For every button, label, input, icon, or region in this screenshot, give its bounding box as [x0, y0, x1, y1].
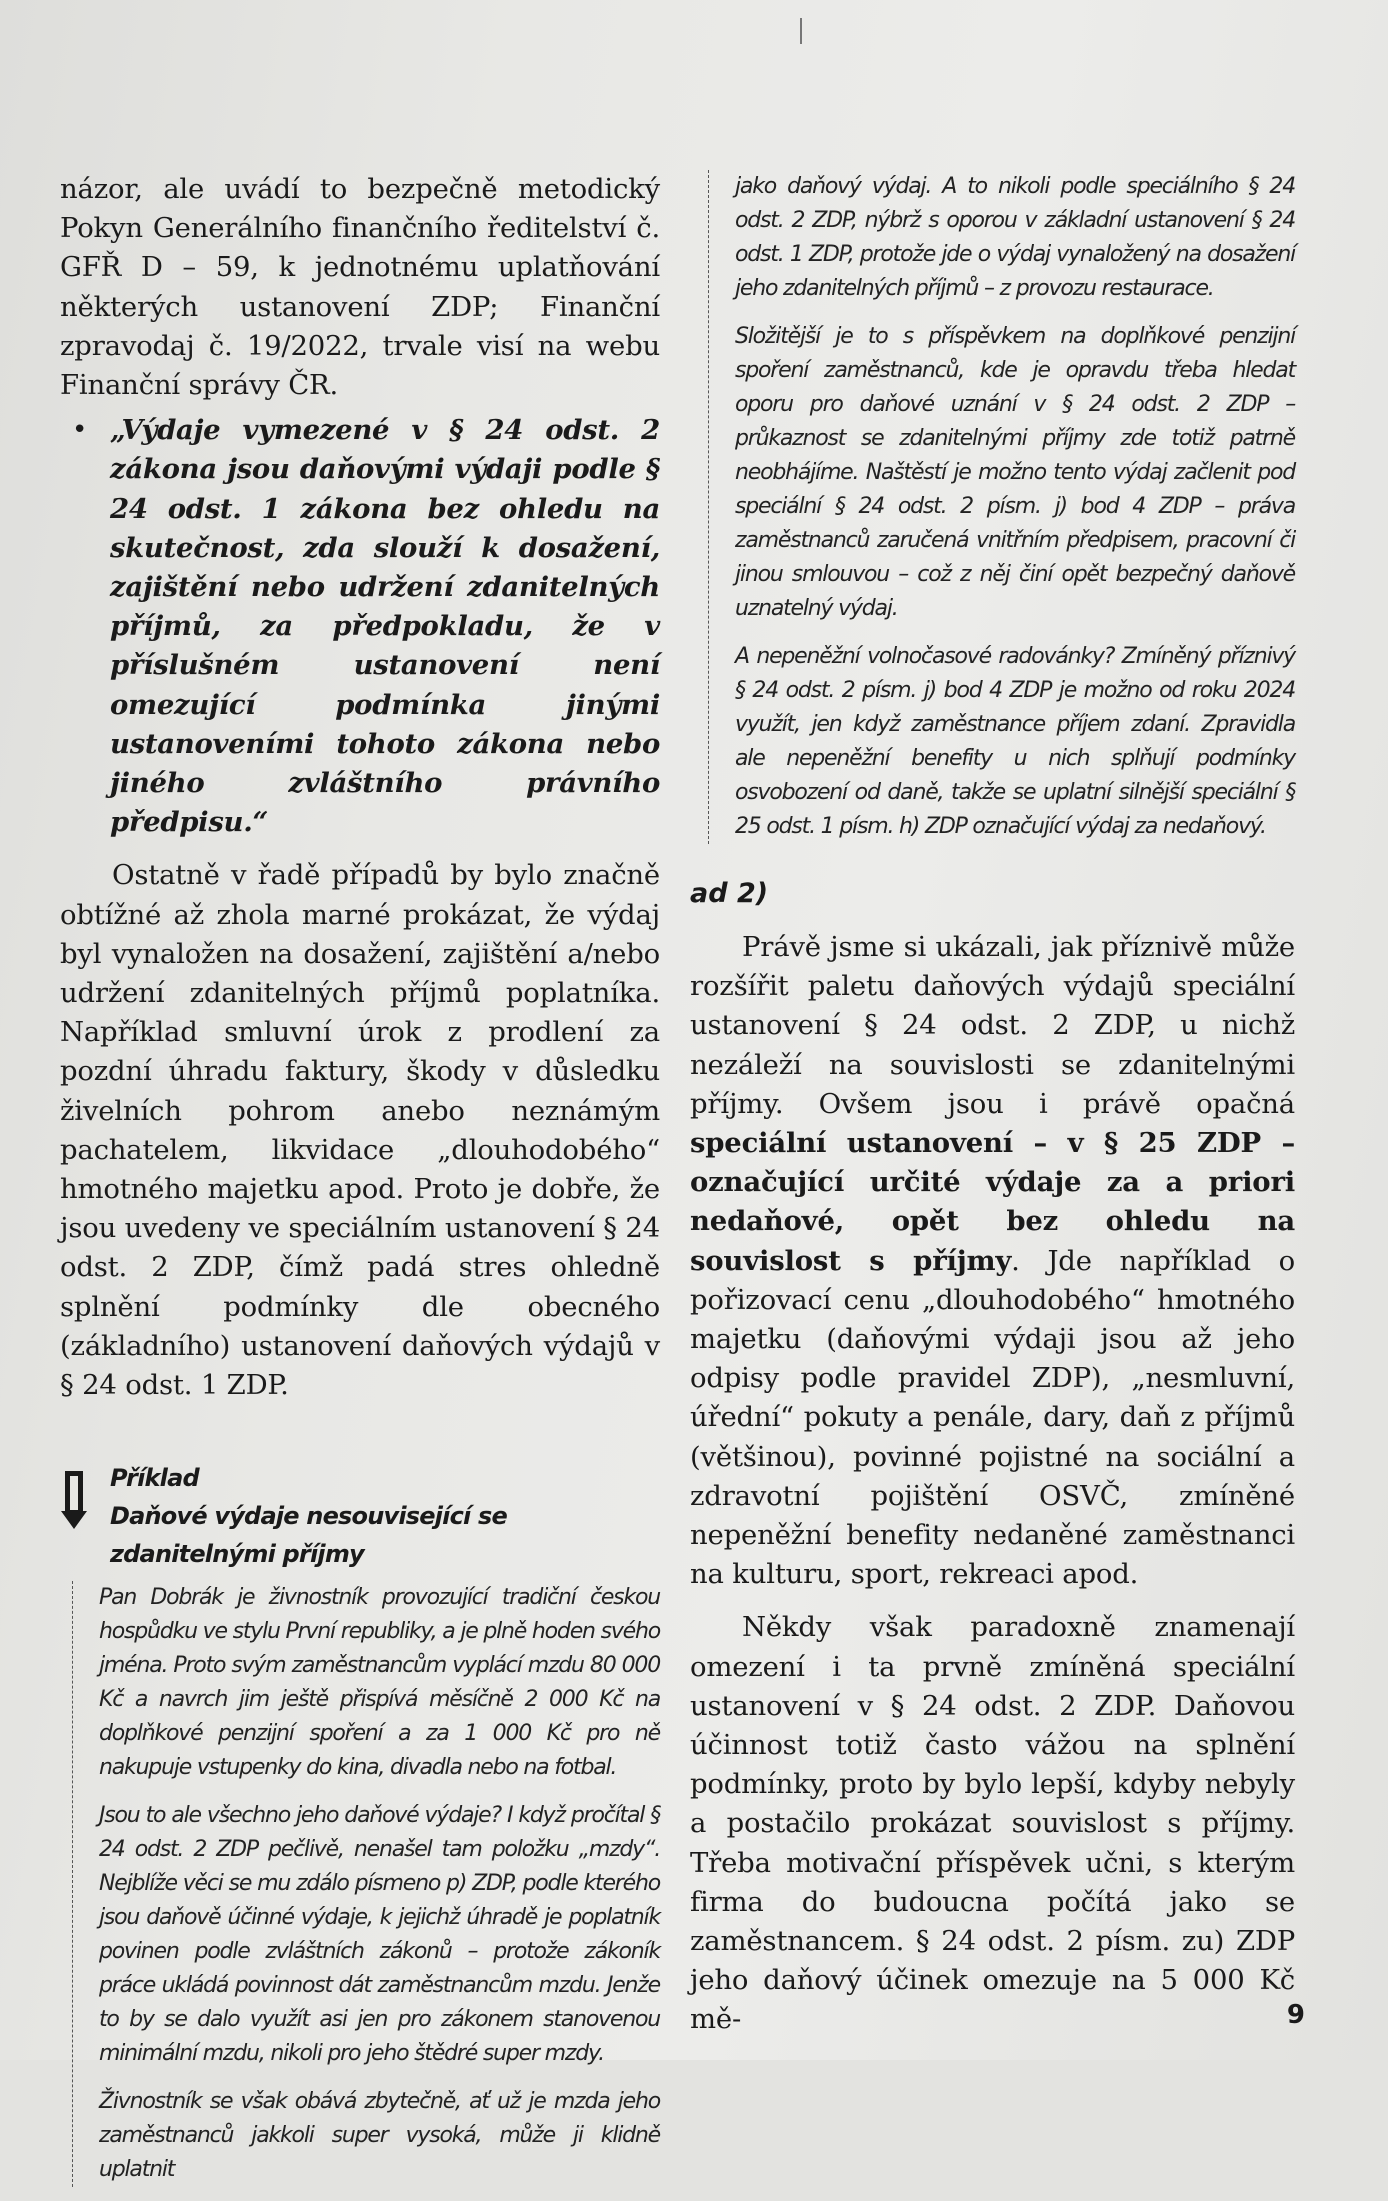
example-label: Příklad — [110, 1464, 199, 1493]
page-number: 9 — [1286, 2000, 1305, 2030]
example-paragraph: jako daňový výdaj. A to nikoli podle speciálního § 24 odst. 2 ZDP, nýbrž s oporou v základní ustanovení § 24 odst. 1 ZDP, protože jde o výdaj vynaložený na dosažení jeho zdanitelných příjmů – z provozu restaurace. — [735, 174, 1295, 301]
left-column — [60, 170, 660, 2201]
paragraph-text: . Jde například o pořizovací cenu „dlouhodobého“ hmotného majetku (daňovými výdaji jsou až jeho odpisy podle pravidel ZDP), „nesmluvní, úřední“ pokuty a penále, dary, daň z příjmů (většinou), povinné pojistné na sociální a zdravotní pojištění OSVČ, zmíněné nepeněžní benefity nedaněné zaměstnanci na kulturu, sport, rekreaci apod. — [690, 1244, 1295, 1591]
paragraph-bold-text: speciální ustanovení – v § 25 ZDP – označující určité výdaje za a priori nedaňové, opět bez ohledu na souvislost s příjmy — [690, 1127, 1295, 1277]
paragraph-text: Právě jsme si ukázali, jak příznivě může rozšířit paletu daňových výdajů speciální ustanovení § 24 odst. 2 ZDP, u nichž nezáleží na souvislosti se zdanitelnými příjmy. Ovšem jsou i právě opačná — [690, 931, 1295, 1120]
right-paragraph-2: Někdy však paradoxně znamenají omezení i ta prvně zmíněná speciální ustanovení v § 24 odst. 2 ZDP. Daňovou účinnost totiž často vážou na splnění podmínky, proto by bylo lepší, kdyby nebyly a postačilo prokázat souvislost s příjmy. Třeba motivační příspěvek učni, s kterým firma do budoucna počítá jako se zaměstnancem. § 24 odst. 2 písm. zu) ZDP jeho daňový účinek omezuje na 5 000 Kč mě- — [690, 1611, 1295, 2036]
left-paragraph-1: názor, ale uvádí to bezpečně metodický Pokyn Generálního finančního ředitelství č. GFŘ D – 59, k jednotnému uplatňování některých ustanovení ZDP; Finanční zpravodaj č. 19/2022, trvale visí na webu Finanční správy ČR. — [60, 173, 660, 402]
bullet-quote: „Výdaje vymezené v § 24 odst. 2 zákona jsou daňovými výdaji podle § 24 odst. 1 zákona bez ohledu na skutečnost, zda slouží k dosažení, zajištění nebo udržení zdanitelných příjmů, za předpokladu, že v příslušném ustanovení není omezující podmínka jinými ustanoveními tohoto zákona nebo jiného zvláštního právního předpisu.“ — [110, 414, 660, 839]
down-arrow-icon — [60, 1469, 88, 1531]
right-column — [690, 170, 1295, 2040]
example-title: Daňové výdaje nesouvisející se zdanitelnými příjmy — [110, 1502, 507, 1569]
bullet-quote-block — [60, 411, 660, 842]
section-heading: ad 2) — [690, 878, 769, 909]
example-paragraph: Živnostník se však obává zbytečně, ať už je mzda jeho zaměstnanců jakkoli super vysoká, může ji klidně uplatnit — [99, 2089, 660, 2183]
example-paragraph: Složitější je to s příspěvkem na doplňkové penzijní spoření zaměstnanců, kde je opravdu třeba hledat oporu pro daňové uznání v § 24 odst. 2 ZDP – průkaznost se zdanitelnými příjmy zde totiž patrně neobhájíme. Naštěstí je možno tento výdaj začlenit pod speciální § 24 odst. 2 písm. j) bod 4 ZDP – práva zaměstnanců zaručená vnitřním předpisem, pracovní či jinou smlouvou – což z něj činí opět bezpečný daňově uznatelný výdaj. — [735, 324, 1295, 621]
example-paragraph: Pan Dobrák je živnostník provozující tradiční českou hospůdku ve stylu První republiky, a je plně hoden svého jména. Proto svým zaměstnancům vyplácí mzdu 80 000 Kč a navrch jim ještě přispívá měsíčně 2 000 Kč na doplňkové penzijní spoření a za 1 000 Kč pro ně nakupuje vstupenky do kina, divadla nebo na fotbal. — [99, 1585, 660, 1781]
example-body-right — [708, 170, 1295, 844]
example-header — [60, 1459, 660, 1573]
right-paragraph-1 — [690, 928, 1295, 1594]
bullet-icon: • — [72, 415, 88, 446]
scan-mark — [800, 18, 802, 44]
example-paragraph: A nepeněžní volnočasové radovánky? Zmíněný příznivý § 24 odst. 2 písm. j) bod 4 ZDP je možno od roku 2024 využít, jen když zaměstnance příjem zdaní. Zpravidla ale nepeněžní benefity u nich splňují podmínky osvobození od daně, takže se uplatní silnější speciální § 25 odst. 1 písm. h) ZDP označující výdaj za nedaňový. — [735, 644, 1295, 839]
example-body-left — [72, 1581, 660, 2187]
example-paragraph: Jsou to ale všechno jeho daňové výdaje? I když pročítal § 24 odst. 2 ZDP pečlivě, nenašel tam položku „mzdy“. Nejblíže věci se mu zdálo písmeno p) ZDP, podle kterého jsou daňově účinné výdaje, k jejichž úhradě je poplatník povinen podle zvláštních zákonů – protože zákoník práce ukládá povinnost dát zaměstnancům mzdu. Jenže to by se dalo využít asi jen pro zákonem stanovenou minimální mzdu, nikoli pro jeho štědré super mzdy. — [99, 1803, 660, 2067]
left-paragraph-2: Ostatně v řadě případů by bylo značně obtížné až zhola marné prokázat, že výdaj byl vynaložen na dosažení, zajištění a/nebo udržení zdanitelných příjmů poplatníka. Například smluvní úrok z prodlení za pozdní úhradu faktury, škody v důsledku živelních pohrom anebo neznámým pachatelem, likvidace „dlouhodobého“ hmotného majetku apod. Proto je dobře, že jsou uvedeny ve speciálním ustanovení § 24 odst. 2 ZDP, čímž padá stres ohledně splnění podmínky dle obecného (základního) ustanovení daňových výdajů v § 24 odst. 1 ZDP. — [60, 859, 660, 1402]
